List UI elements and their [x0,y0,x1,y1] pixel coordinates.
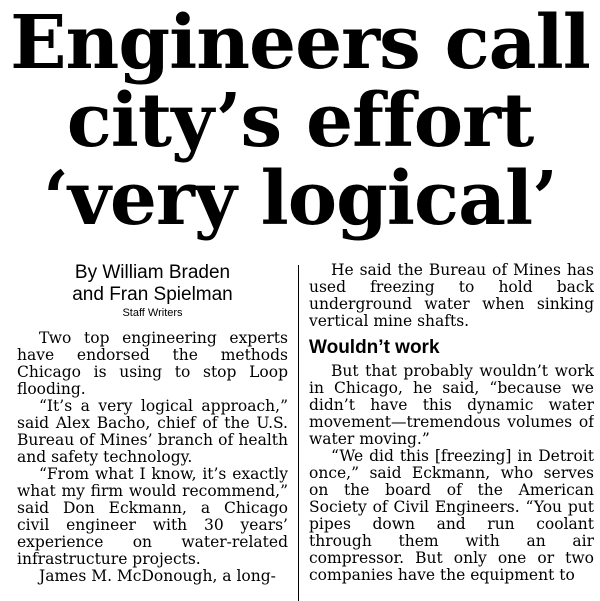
paragraph: “From what I know, it’s exactly what my firm would recommend,” said Don Eckmann, a Chicago civil engineer with 30 years’ experience on water-related infrastructure projects. [17,465,288,568]
paragraph: “It’s a very logical approach,” said Alex Bacho, chief of the U.S. Bureau of Mines’ branch of health and safety technology. [17,397,288,466]
column-divider [298,265,299,601]
paragraph: But that probably wouldn’t work in Chicago, he said, “because we didn’t have this dynamic water movement—tremendous volumes of water moving.” [309,362,594,448]
paragraph: “We did this [freezing] in Detroit once,” said Eckmann, who serves on the board of the American Society of Civil Engineers. “You put pipes down and run coolant through them with an air compressor. But only one or two companies have the equipment to [309,447,594,584]
paragraph: Two top engineering experts have endorsed the methods Chicago is using to stop Loop flooding. [17,329,288,398]
headline-line-1: Engineers call [10,0,590,86]
headline-line-3: ‘very logical’ [43,156,557,242]
headline [0,0,600,242]
paragraph: James M. McDonough, a long- [39,567,276,585]
headline-line-2: city’s effort [66,78,534,164]
subhead: Wouldn’t work [309,337,440,358]
byline-line-2: and Fran Spielman [72,284,233,305]
article-column-right [309,262,594,601]
byline-line-1: By William Braden [74,262,231,283]
byline-role: Staff Writers [122,307,183,319]
article-column-left [17,262,288,601]
paragraph: He said the Bureau of Mines has used freezing to hold back underground water when sinking vertical mine shafts. [309,262,594,330]
